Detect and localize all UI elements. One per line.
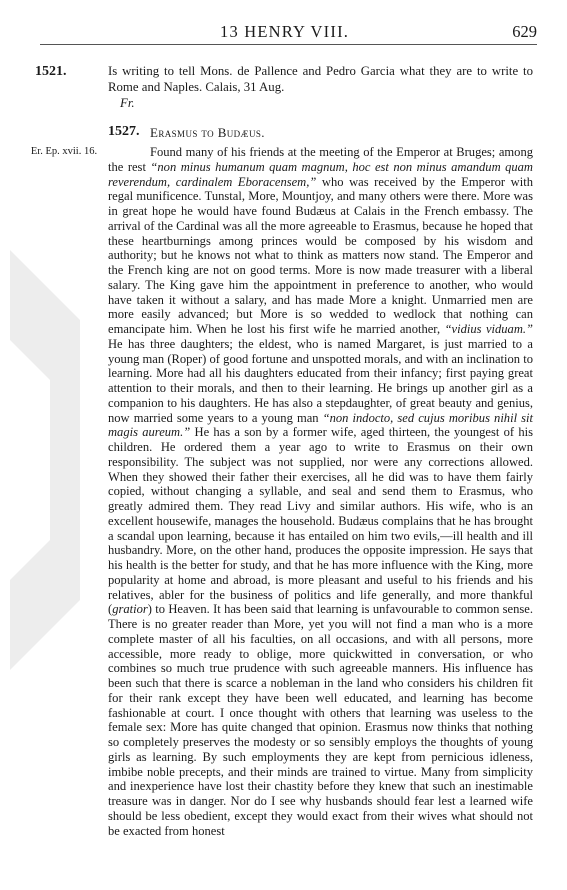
- entry-summary: Is writing to tell Mons. de Pallence and Pedro Garcia what they are to write to Rome and Naples. Calais, 31 Aug.: [108, 64, 533, 94]
- latin-quotation: “vidius viduam.”: [444, 322, 533, 336]
- body-text: Found many of his friends at the meeting of the Emperor at Bruges; among the rest: [108, 145, 533, 174]
- letter-body: [108, 145, 533, 838]
- entry-number: 1527.: [108, 124, 140, 139]
- watermark-logo: [0, 250, 90, 670]
- running-title: 13 HENRY VIII.: [220, 22, 350, 41]
- latin-quotation: “non minus humanum quam magnum, hoc est non minus amandum quam reverendum, cardinalem Eboracensem,”: [108, 159, 533, 189]
- entry-signature: Fr.: [120, 96, 135, 110]
- header-rule: [40, 44, 537, 45]
- entry-year: 1521.: [35, 64, 67, 79]
- entry-heading: Erasmus to Budæus.: [150, 125, 265, 140]
- body-text: who was received by the Emperor with regal munificence. Tunstal, More, Mountjoy, and many others were there. More was in great hope he would have found Budæus at Calais in the French embassy. The arrival of the Cardinal was all the more agreeable to Erasmus, because he hoped that these heartburnings among princes would be composed by his wisdom and authority; but he knows not what to think as matters now stand. The Emperor and the French king are not on good terms. More is now made treasurer with a liberal salary. The King gave him the appointment in preference to another, who would have taken it without a salary, and has made More a knight. Unmarried men are more easily advanced; but More is so wedded to wedlock that nothing can emancipate him. When he lost his first wife he married another,: [108, 174, 533, 336]
- margin-reference: Er. Ep. xvii. 16.: [30, 146, 98, 157]
- running-header: [0, 22, 567, 46]
- body-text: ) to Heaven. It has been said that learning is unfavourable to common sense. There is no greater reader than More, yet you will not find a man who is a more complete master of all his faculties, on all occasions, and with all persons, more accessible, more ready to oblige, more quickwitted in conversation, or who combines so much true prudence with such agreeable manners. His influence has been such that there is scarce a nobleman in the land who considers his children fit for their rank except they have been well educated, and learning has become fashionable at court. I once thought with others that learning was useless to the female sex: More has quite changed that opinion. Erasmus now thinks that nothing so completely preserves the modesty or so sensibly employs the thoughts of young girls as learning. By such employments they are kept from pernicious idleness, imbibe noble precepts, and their minds are trained to virtue. Many from simplicity and inexperience have lost their chastity before they knew that such an inestimable treasure was in danger. Nor do I see why husbands should fear lest a learned wife should be less obedient, except they would exact from their wives what should not be exacted from honest: [108, 602, 533, 838]
- body-text: He has a son by a former wife, aged thirteen, the youngest of his children. He ordered them a year ago to write to Erasmus on their own responsibility. The subject was not supplied, nor were any corrections allowed. When they showed their father their exercises, all he did was to have them fairly copied, without changing a syllable, and seal and send them to Erasmus, who greatly admired them. They read Livy and similar authors. His wife, who is an excellent housewife, manages the household. Budæus complains that he has brought a scandal upon learning, because it has entailed on him two evils,—ill health and ill husbandry. More, on the other hand, produces the opposite impression. He says that his health is the better for study, and that he has more influence with the King, more popularity at home and abroad, is more pleasant and useful to his friends and his relatives, abler for the business of politics and life generally, and more thankful (: [108, 425, 533, 617]
- body-text: He has three daughters; the eldest, who is named Margaret, is just married to a young man (Roper) of good fortune and unspotted morals, and with an inclination to learning. More had all his daughters educated from their infancy; first paying great attention to their morals, and then to their learning. He brings up another girl as a companion to his daughters. He has also a stepdaughter, of great beauty and genius, now married some years to a young man: [108, 336, 533, 425]
- page-number: 629: [512, 22, 537, 41]
- latin-quotation: gratior: [112, 602, 148, 617]
- latin-quotation: “non indocto, sed cujus moribus nihil sit magis aureum.”: [108, 410, 534, 440]
